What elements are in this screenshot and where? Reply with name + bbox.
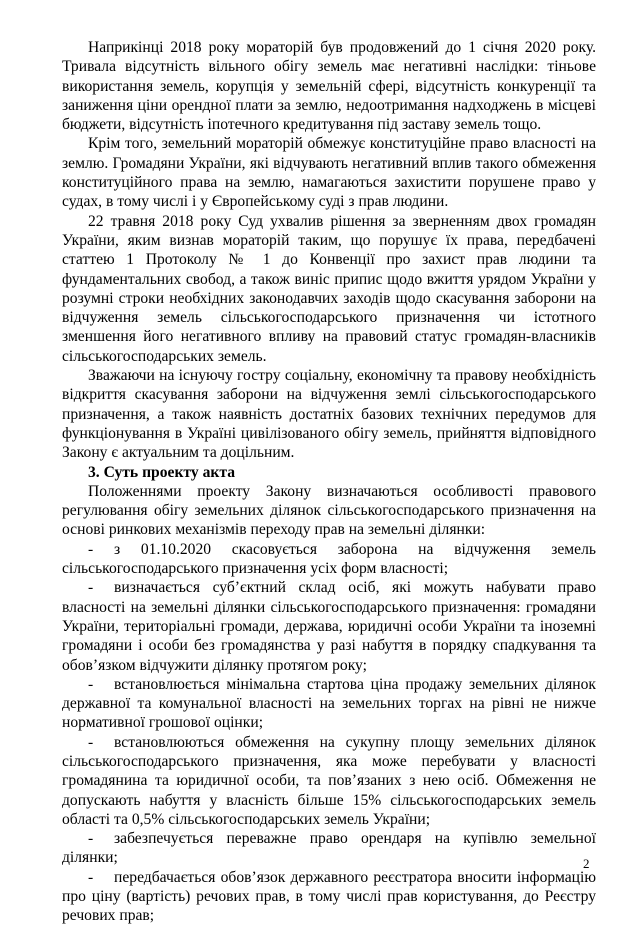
list-item — [62, 868, 596, 926]
list-item-text: забезпечується переважне право орендаря на купівлю земельної ділянки; — [62, 830, 596, 867]
paragraph-moratorium-extension: Наприкінці 2018 року мораторій був продовжений до 1 січня 2020 року. Тривала відсутність вільного обігу земель має негативні наслідки: тіньове використання земель, корупція у земельній сфері, відсутність конкуренції та заниження ціни орендної плати за землю, недоотримання надходжень в місцеві бюджети, відсутність іпотечного кредитування під заставу земель тощо. — [62, 39, 596, 134]
list-item-text: передбачається обов’язок державного реєстратора вносити інформацію про ціну (вартість) речових прав, в тому числі прав користування, до Реєстру речових прав; — [62, 868, 596, 925]
paragraph-constitutional-right: Крім того, земельний мораторій обмежує конституційне право власності на землю. Громадяни України, які відчувають негативний вплив такого обмеження конституційного права на землю, намагаються захистити порушене право у судах, в тому числі і у Європейському суді з прав людини. — [62, 135, 596, 211]
list-item — [62, 829, 596, 868]
section-heading: 3. Суть проекту акта — [88, 463, 236, 481]
list-item-text: встановлюються обмеження на сукупну площу земельних ділянок сільськогосподарського призначення, яка може перебувати у власності громадянина та юридичної особи, та пов’язаних з нею осіб. Обмеження не допускають набуття у власність більше 15% сільськогосподарських земель області та 0,5% сільськогосподарських земель України; — [62, 733, 596, 828]
document-page — [62, 38, 596, 926]
list-item — [62, 540, 596, 579]
page-number: 2 — [583, 856, 590, 871]
list-item — [62, 578, 596, 674]
list-marker: - — [88, 540, 94, 558]
list-item — [62, 733, 596, 829]
list-item-text: встановлюється мінімальна стартова ціна продажу земельних ділянок державної та комунальної власності на земельних торгах на рівні не нижче нормативної грошової оцінки; — [62, 675, 596, 732]
list-marker: - — [88, 675, 94, 693]
list-marker: - — [88, 830, 94, 848]
paragraph-necessity: Зважаючи на існуючу гостру соціальну, економічну та правову необхідність відкриття скасування заборони на відчуження землі сільськогосподарського призначення, а також наявність достатніх базових технічних передумов для функціонування в Україні цивілізованого обігу земель, прийняття відповідного Закону є актуальним та доцільним. — [62, 367, 596, 462]
list-marker: - — [88, 733, 94, 751]
list-item — [62, 675, 596, 733]
list-marker: - — [88, 868, 94, 886]
list-item-text: визначається суб’єктний склад осіб, які можуть набувати право власності на земельні ділянки сільськогосподарського призначення: громадяни України, територіальні громади, держава, юридичні особи України та іноземні громадяни і особи без громадянства у разі набуття в порядку спадкування та обов’язком відчужити ділянку протягом року; — [62, 579, 596, 674]
list-marker: - — [88, 579, 94, 597]
list-item-text: з 01.10.2020 скасовується заборона на відчуження земель сільськогосподарського призначення усіх форм власності; — [62, 540, 596, 578]
paragraph-court-decision: 22 травня 2018 року Суд ухвалив рішення за зверненням двох громадян України, яким визнав мораторій таким, що порушує їх права, передбачені статтею 1 Протоколу № 1 до Конвенції про захист прав людини та фундаментальних свобод, а також виніс припис щодо вжиття урядом України у розумні строки необхідних законодавчих заходів щодо скасування заборони на відчуження земель сільськогосподарського призначення чи істотного зменшення його негативного впливу на правовий статус громадян-власників сільськогосподарських земель. — [62, 212, 596, 365]
paragraph-section-intro: Положеннями проекту Закону визначаються особливості правового регулювання обігу земельних ділянок сільськогосподарського призначення на основі ринкових механізмів переходу прав на земельні ділянки: — [62, 482, 596, 539]
